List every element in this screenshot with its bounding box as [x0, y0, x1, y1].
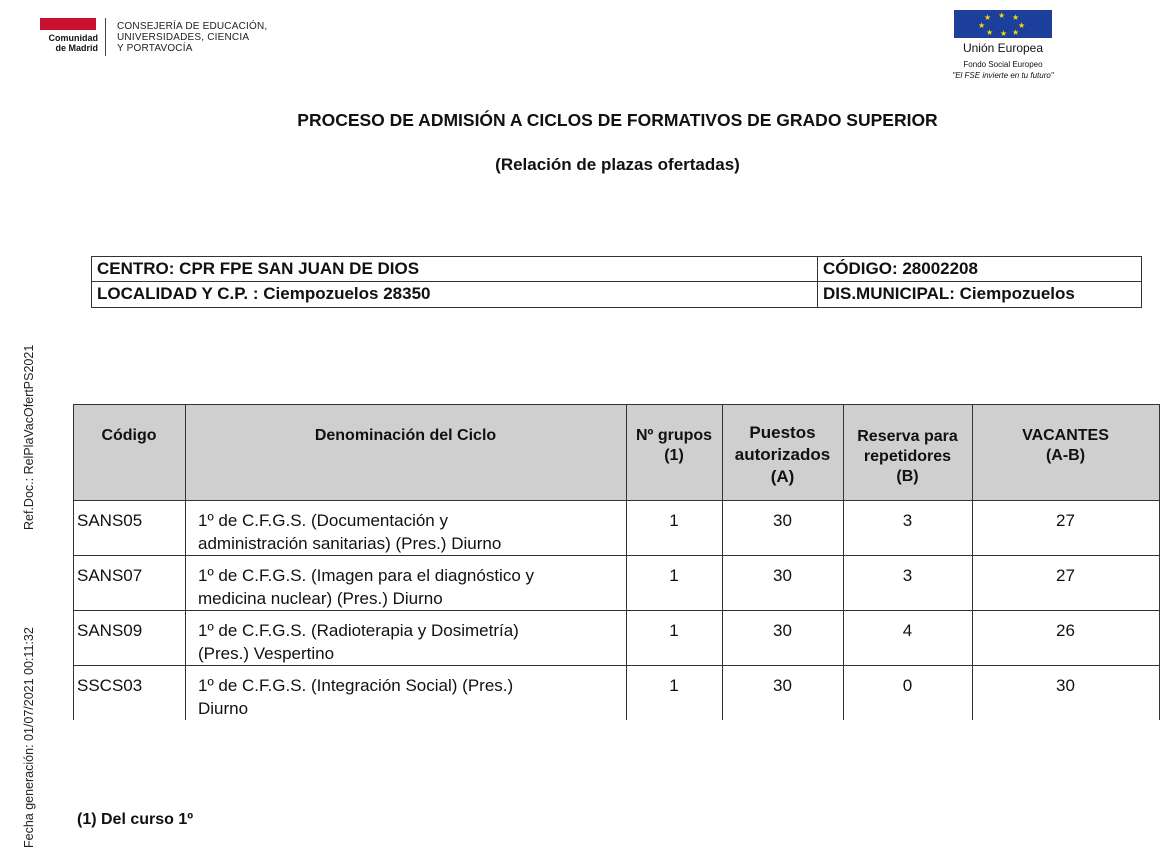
- row-puestos: 30: [773, 621, 792, 640]
- centre-info-box: [91, 256, 1142, 308]
- row-reserva: 3: [902, 566, 913, 585]
- row-vacantes: 26: [1056, 621, 1075, 640]
- footnote: (1) Del curso 1º: [77, 811, 194, 828]
- col-header-vacantes: VACANTES (A-B): [1022, 427, 1109, 464]
- row-puestos: 30: [773, 511, 792, 530]
- region-logo-text: Comunidad de Madrid: [48, 33, 98, 53]
- row-codigo: SSCS03: [77, 676, 143, 695]
- eu-slogan: "El FSE invierte en tu futuro": [952, 71, 1054, 80]
- centre-name: CENTRO: CPR FPE SAN JUAN DE DIOS: [97, 259, 420, 278]
- row-vacantes: 30: [1056, 676, 1075, 695]
- row-grupos: 1: [669, 511, 679, 530]
- logo-divider: [105, 18, 106, 56]
- row-denominacion: 1º de C.F.G.S. (Radioterapia y Dosimetría) (Pres.) Vespertino: [198, 621, 519, 663]
- row-denominacion: 1º de C.F.G.S. (Imagen para el diagnóstico y medicina nuclear) (Pres.) Diurno: [198, 566, 534, 608]
- eu-flag-icon: ★ ★ ★ ★ ★ ★ ★ ★: [954, 10, 1052, 38]
- col-header-reserva: Reserva para repetidores (B): [857, 428, 958, 485]
- page-title: PROCESO DE ADMISIÓN A CICLOS DE FORMATIVOS DE GRADO SUPERIOR: [297, 110, 938, 130]
- row-vacantes: 27: [1056, 511, 1075, 530]
- centre-district: DIS.MUNICIPAL: Ciempozuelos: [823, 284, 1075, 303]
- vacancies-table: [73, 404, 1160, 720]
- department-name: CONSEJERÍA DE EDUCACIÓN, UNIVERSIDADES, CIENCIA Y PORTAVOCÍA: [117, 21, 268, 54]
- row-grupos: 1: [669, 621, 679, 640]
- row-reserva: 3: [902, 511, 913, 530]
- eu-fund: Fondo Social Europeo: [963, 60, 1043, 69]
- generation-date: Fecha generación: 01/07/2021 00:11:32: [22, 627, 36, 848]
- col-header-denominacion: Denominación del Ciclo: [314, 427, 497, 444]
- col-header-codigo: Código: [101, 427, 157, 444]
- row-reserva: 0: [902, 676, 913, 695]
- row-vacantes: 27: [1056, 566, 1075, 585]
- col-header-puestos: Puestos autorizados (A): [734, 423, 831, 486]
- row-denominacion: 1º de C.F.G.S. (Integración Social) (Pres.) Diurno: [198, 676, 514, 718]
- eu-name: Unión Europea: [962, 41, 1044, 55]
- row-codigo: SANS05: [77, 511, 143, 530]
- row-grupos: 1: [669, 676, 679, 695]
- page-subtitle: (Relación de plazas ofertadas): [495, 155, 740, 174]
- row-denominacion: 1º de C.F.G.S. (Documentación y administración sanitarias) (Pres.) Diurno: [198, 511, 502, 553]
- row-grupos: 1: [669, 566, 679, 585]
- document-reference: Ref.Doc.: RelPlaVacOfertPS2021: [22, 344, 36, 530]
- row-codigo: SANS09: [77, 621, 143, 640]
- row-reserva: 4: [902, 621, 913, 640]
- row-puestos: 30: [773, 676, 792, 695]
- row-codigo: SANS07: [77, 566, 143, 585]
- region-flag: [40, 18, 96, 30]
- centre-code: CÓDIGO: 28002208: [823, 259, 978, 278]
- centre-locality: LOCALIDAD Y C.P. : Ciempozuelos 28350: [97, 284, 431, 303]
- col-header-grupos: Nº grupos (1): [635, 427, 713, 464]
- row-puestos: 30: [773, 566, 792, 585]
